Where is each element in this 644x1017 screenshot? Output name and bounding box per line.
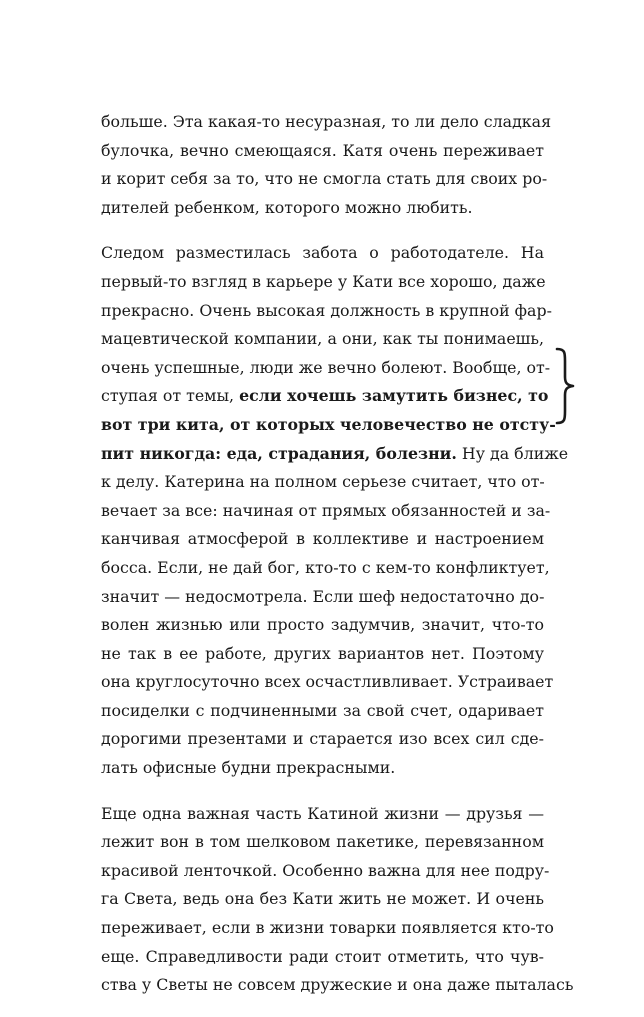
- bold-segment: пит никогда: еда, страдания, болезни.: [101, 443, 457, 463]
- text-line: очень успешные, люди же вечно болеют. Вообще, от-: [101, 357, 551, 377]
- text-line: волен жизнью или просто задумчив, значит, что-то: [101, 615, 544, 635]
- text-line: красивой ленточкой. Особенно важна для нее подру-: [101, 860, 550, 880]
- text-line: лать офисные будни прекрасными.: [101, 758, 396, 778]
- bold-segment: если хочешь замутить бизнес, то: [239, 386, 549, 406]
- text-line: и корит себя за то, что не смогла стать для своих ро-: [101, 169, 548, 189]
- plain-segment: Ну да ближе: [456, 443, 569, 463]
- paragraph-2: [101, 239, 569, 782]
- text-line: ства у Светы не совсем дружеские и она даже пыталась: [101, 975, 574, 995]
- text-line: посиделки с подчиненными за свой счет, одаривает: [101, 700, 544, 720]
- text-line: лежит вон в том шелковом пакетике, перевязанном: [101, 832, 544, 852]
- text-line: канчивая атмосферой в коллективе и настроением: [101, 529, 544, 549]
- text-line-bold: [101, 411, 556, 440]
- text-line: первый-то взгляд в карьере у Кати все хорошо, даже: [101, 271, 546, 291]
- text-line: Следом разместилась забота о работодателе. На: [101, 243, 544, 263]
- text-line: прекрасно. Очень высокая должность в крупной фар-: [101, 300, 552, 320]
- plain-segment: ступая от темы,: [101, 386, 240, 406]
- text-line: дорогими презентами и старается изо всех сил сде-: [101, 729, 544, 749]
- text-line-mixed: [101, 382, 549, 411]
- text-line: вечает за все: начиная от прямых обязанностей и за-: [101, 500, 551, 520]
- text-line: переживает, если в жизни товарки появляется кто-то: [101, 918, 554, 938]
- bold-segment: вот три кита, от которых человечество не отсту-: [101, 414, 556, 434]
- paragraph-1: [101, 108, 552, 222]
- text-line: Еще одна важная часть Катиной жизни — друзья —: [101, 803, 544, 823]
- text-line: значит — недосмотрела. Если шеф недостаточно до-: [101, 586, 545, 606]
- text-line: еще. Справедливости ради стоит отметить, что чув-: [101, 946, 544, 966]
- book-page: [101, 108, 574, 1017]
- text-line: мацевтической компании, а они, как ты понимаешь,: [101, 329, 544, 349]
- text-line: га Света, ведь она без Кати жить не может. И очень: [101, 889, 544, 909]
- text-line: босса. Если, не дай бог, кто-то с кем-то конфликтует,: [101, 557, 550, 577]
- text-line: дителей ребенком, которого можно любить.: [101, 197, 473, 217]
- text-line: она круглосуточно всех осчастливливает. Устраивает: [101, 672, 554, 692]
- paragraph-3: [101, 800, 574, 1000]
- text-line: не так в ее работе, других вариантов нет. Поэтому: [101, 643, 544, 663]
- curly-brace-icon: [553, 347, 577, 425]
- text-line: больше. Эта какая-то несуразная, то ли дело сладкая: [101, 112, 552, 131]
- text-line: к делу. Катерина на полном серьезе считает, что от-: [101, 472, 545, 492]
- text-line: булочка, вечно смеющаяся. Катя очень переживает: [101, 140, 544, 160]
- text-line-mixed: [101, 440, 569, 469]
